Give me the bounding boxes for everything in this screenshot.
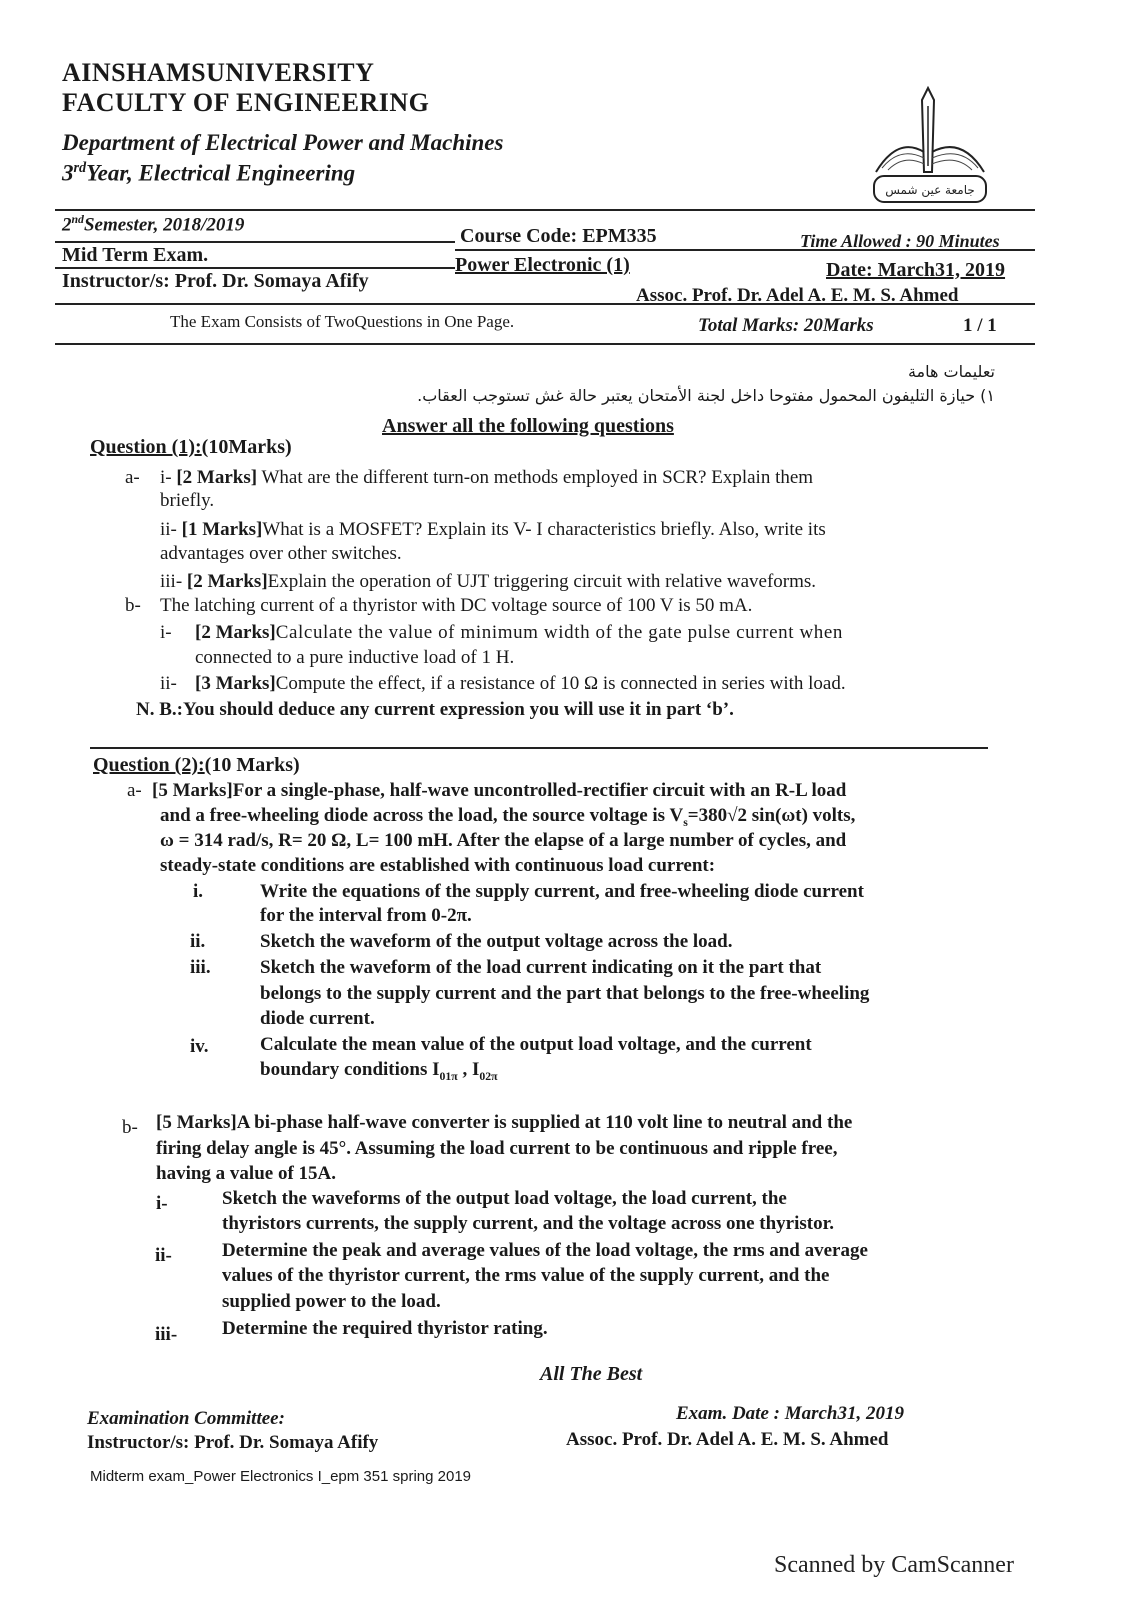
q1-b-text: The latching current of a thyristor with DC voltage source of 100 V is 50 mA. <box>160 595 753 616</box>
q2-b-iii-line1: Determine the required thyristor rating. <box>222 1318 548 1339</box>
q1-heading <box>90 436 292 459</box>
q1-a-i <box>160 467 813 489</box>
q2-b-label: b- <box>122 1117 138 1138</box>
q1-b-ii <box>195 673 846 695</box>
q2-a-iii-line3: diode current. <box>260 1008 375 1029</box>
year-number: 3 <box>62 160 74 186</box>
q1-a-iii <box>160 571 816 593</box>
q2-b-i-line1: Sketch the waveforms of the output load voltage, the load current, the <box>222 1188 787 1209</box>
q2-b-ii-line1: Determine the peak and average values of the load voltage, the rms and average <box>222 1240 868 1261</box>
q2-a-iv-line1: Calculate the mean value of the output load voltage, and the current <box>260 1034 812 1055</box>
examination-committee: Examination Committee: <box>87 1408 285 1429</box>
q2-a-line2-text: and a free-wheeling diode across the load, the source voltage is V <box>160 805 684 826</box>
semester-text: Semester, 2018/2019 <box>83 214 245 236</box>
divider <box>55 241 455 243</box>
footer-instructor: Instructor/s: Prof. Dr. Somaya Afify <box>87 1432 379 1453</box>
course-name: Power Electronic (1) <box>455 254 630 276</box>
divider <box>55 343 1035 345</box>
divider <box>55 303 1035 305</box>
q2-a-iv-text: boundary conditions I <box>260 1059 440 1080</box>
q2-b-i-num: i- <box>156 1193 168 1214</box>
department-name: Department of Electrical Power and Machines <box>62 130 504 155</box>
year-line <box>62 160 355 187</box>
q2-a-line4: steady-state conditions are established with continuous load current: <box>160 855 716 876</box>
q1-marks: (10Marks) <box>201 436 292 458</box>
q2-a-i-line1: Write the equations of the supply current, and free-wheeling diode current <box>260 881 864 902</box>
q2-a-iv-line2 <box>260 1059 498 1084</box>
assoc-instructor: Assoc. Prof. Dr. Adel A. E. M. S. Ahmed <box>636 285 959 306</box>
divider <box>455 249 1035 251</box>
semester-number: 2 <box>62 214 72 236</box>
q1-a-i-cont: briefly. <box>160 490 215 511</box>
course-code-text: Course Code: EPM335 <box>460 225 657 247</box>
q2-a-iv-sub2: 02π <box>479 1069 498 1083</box>
q1-b-ii-marks: [3 Marks] <box>195 673 276 694</box>
q2-b-line3: having a value of 15A. <box>156 1163 336 1184</box>
all-the-best: All The Best <box>540 1363 643 1385</box>
q2-heading <box>93 754 300 777</box>
q2-a-iv-mid: , I <box>457 1059 480 1080</box>
q2-a-iv-num: iv. <box>190 1036 209 1057</box>
faculty-name: FACULTY OF ENGINEERING <box>62 88 430 117</box>
q2-b-iii-num: iii- <box>155 1324 178 1345</box>
scanned-watermark: Scanned by CamScanner <box>774 1552 1014 1578</box>
year-text: Year, Electrical Engineering <box>86 160 356 186</box>
q2-a-iii-line2: belongs to the supply current and the part that belongs to the free-wheeling <box>260 983 870 1004</box>
q2-b-ii-line3: supplied power to the load. <box>222 1291 441 1312</box>
q1-a-iii-marks: [2 Marks] <box>186 571 268 592</box>
exam-consists: The Exam Consists of TwoQuestions in One Page. <box>170 312 515 331</box>
q1-a-ii <box>160 519 826 541</box>
file-name: Midterm exam_Power Electronics I_epm 351 spring 2019 <box>90 1468 472 1485</box>
q2-a-line2 <box>160 805 855 830</box>
course-code <box>460 225 657 248</box>
q1-b-ii-text: Compute the effect, if a resistance of 10 Ω is connected in series with load. <box>275 673 846 694</box>
q1-a-iii-text: Explain the operation of UJT triggering circuit with relative waveforms. <box>267 571 817 592</box>
exam-date: Date: March31, 2019 <box>826 259 1006 281</box>
q1-a-label: a- <box>125 467 140 488</box>
q2-a-ii-num: ii. <box>190 931 206 952</box>
q2-a-i-num: i. <box>193 881 204 902</box>
q2-a-line3: ω = 314 rad/s, R= 20 Ω, L= 100 mH. After the elapse of a large number of cycles, and <box>160 830 847 851</box>
q1-note: N. B.:You should deduce any current expression you will use it in part ‘b’. <box>136 699 734 720</box>
q2-b-i-line2: thyristors currents, the supply current, and the voltage across one thyristor. <box>222 1213 835 1234</box>
instructions-title: تعليمات هامة <box>907 362 995 381</box>
q1-a-i-marks: [2 Marks] <box>176 467 258 488</box>
q1-title: Question (1): <box>90 436 202 458</box>
exam-type: Mid Term Exam. <box>62 244 209 266</box>
q2-a-line2-rest: =380√2 sin(ωt) volts, <box>687 805 856 826</box>
q2-marks: (10 Marks) <box>204 754 300 776</box>
university-name: AINSHAMSUNIVERSITY <box>62 58 375 87</box>
total-marks: Total Marks: 20Marks <box>698 315 874 336</box>
q2-a-iv-sub1: 01π <box>439 1069 458 1083</box>
q2-a-ii-line1: Sketch the waveform of the output voltage across the load. <box>260 931 733 952</box>
q2-b-ii-line2: values of the thyristor current, the rms value of the supply current, and the <box>222 1265 830 1286</box>
q2-a-label: a- <box>127 780 142 801</box>
q1-a-ii-marks: [1 Marks] <box>181 519 263 540</box>
q2-a-iii-num: iii. <box>190 957 211 978</box>
q1-b-label: b- <box>125 595 141 616</box>
q1-b-ii-num: ii- <box>160 673 177 694</box>
q1-b-i-text: Calculate the value of minimum width of the gate pulse current when <box>275 622 844 643</box>
q2-b-ii-num: ii- <box>155 1245 172 1266</box>
q1-b-i-num: i- <box>160 622 172 643</box>
divider <box>55 267 455 269</box>
q2-a-iii-line1: Sketch the waveform of the load current indicating on it the part that <box>260 957 822 978</box>
q1-a-i-num: i- <box>160 467 172 488</box>
q1-a-iii-num: iii- <box>160 571 183 592</box>
answer-all: Answer all the following questions <box>382 415 674 437</box>
footer-assoc: Assoc. Prof. Dr. Adel A. E. M. S. Ahmed <box>566 1429 889 1450</box>
q1-b-i-marks: [2 Marks] <box>195 622 276 643</box>
divider <box>90 747 988 749</box>
q1-b-i-cont: connected to a pure inductive load of 1 H. <box>195 647 515 668</box>
university-logo-icon <box>868 86 992 210</box>
q1-a-ii-text: What is a MOSFET? Explain its V- I characteristics briefly. Also, write its <box>262 519 826 540</box>
q2-a-i-line2: for the interval from 0-2π. <box>260 905 472 926</box>
instructor: Instructor/s: Prof. Dr. Somaya Afify <box>62 270 369 292</box>
q2-a-line1: [5 Marks]For a single-phase, half-wave uncontrolled-rectifier circuit with an R-L load <box>152 780 847 801</box>
q2-b-line1: [5 Marks]A bi-phase half-wave converter is supplied at 110 volt line to neutral and the <box>156 1112 853 1133</box>
q2-b-line2: firing delay angle is 45°. Assuming the load current to be continuous and ripple free, <box>156 1138 838 1159</box>
logo-text: جامعة عين شمس <box>885 183 975 197</box>
q1-a-ii-cont: advantages over other switches. <box>160 543 402 564</box>
time-allowed: Time Allowed : 90 Minutes <box>800 231 1000 251</box>
q1-a-i-text: What are the different turn-on methods employed in SCR? Explain them <box>257 467 814 488</box>
footer-exam-date: Exam. Date : March31, 2019 <box>676 1403 904 1424</box>
q2-a-line2-sub: s <box>683 815 688 829</box>
year-superscript: rd <box>73 160 87 176</box>
q1-a-ii-num: ii- <box>160 519 177 540</box>
divider <box>55 209 1035 211</box>
instructions-line: ١) حيازة التليفون المحمول مفتوحا داخل لجنة الأمتحان يعتبر حالة غش تستوجب العقاب. <box>417 386 995 405</box>
semester <box>62 213 244 236</box>
page-number: 1 / 1 <box>963 315 997 336</box>
semester-superscript: nd <box>71 213 84 226</box>
q2-title: Question (2): <box>93 754 205 776</box>
q1-b-i <box>195 622 843 644</box>
